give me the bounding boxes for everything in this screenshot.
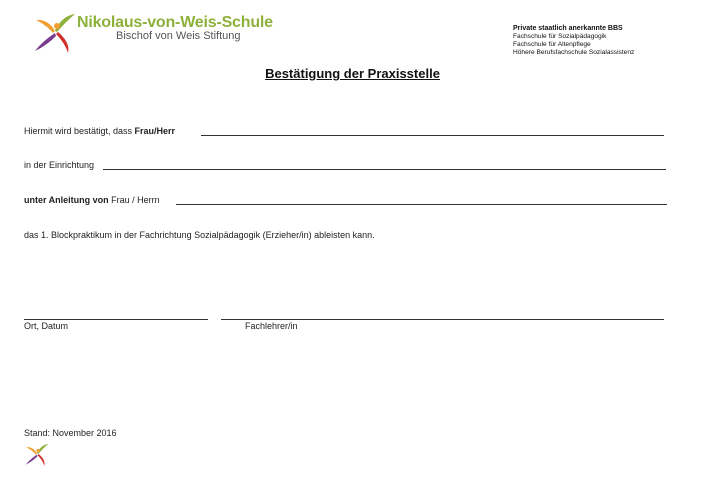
place-date-fill-line[interactable] bbox=[24, 319, 208, 320]
institution-fill-line[interactable] bbox=[103, 169, 666, 170]
confirmation-prefix: Hiermit wird bestätigt, dass bbox=[24, 126, 135, 136]
school-info-line: Fachschule für Sozialpädagogik bbox=[513, 33, 607, 40]
school-logo-icon bbox=[33, 9, 77, 55]
supervisor-fill-line[interactable] bbox=[176, 204, 667, 205]
place-date-label: Ort, Datum bbox=[24, 321, 69, 331]
salutation-label: Frau/Herr bbox=[134, 126, 176, 136]
name-fill-line[interactable] bbox=[201, 135, 664, 136]
institution-label: in der Einrichtung bbox=[24, 160, 95, 170]
confirmation-row bbox=[24, 126, 175, 136]
school-name: Nikolaus-von-Weis-Schule bbox=[77, 14, 273, 31]
teacher-label: Fachlehrer/in bbox=[245, 321, 298, 331]
school-info-line: Private staatlich anerkannte BBS bbox=[513, 25, 623, 32]
school-info-line: Höhere Berufsfachschule Sozialassistenz bbox=[513, 49, 635, 56]
document-title: Bestätigung der Praxisstelle bbox=[265, 66, 440, 81]
version-stand: Stand: November 2016 bbox=[24, 428, 117, 438]
supervision-row bbox=[24, 195, 160, 205]
school-info-line: Fachschule für Altenpflege bbox=[513, 41, 591, 48]
teacher-signature-line[interactable] bbox=[221, 319, 664, 320]
statement-text: das 1. Blockpraktikum in der Fachrichtung Sozialpädagogik (Erzieher/in) ableisten kann. bbox=[24, 230, 375, 240]
supervisor-salutation: Frau / Herrn bbox=[108, 195, 160, 205]
school-subtitle: Bischof von Weis Stiftung bbox=[116, 30, 241, 42]
school-info bbox=[513, 25, 634, 57]
footer-logo-icon bbox=[24, 441, 50, 467]
supervision-label: unter Anleitung von bbox=[24, 195, 109, 205]
